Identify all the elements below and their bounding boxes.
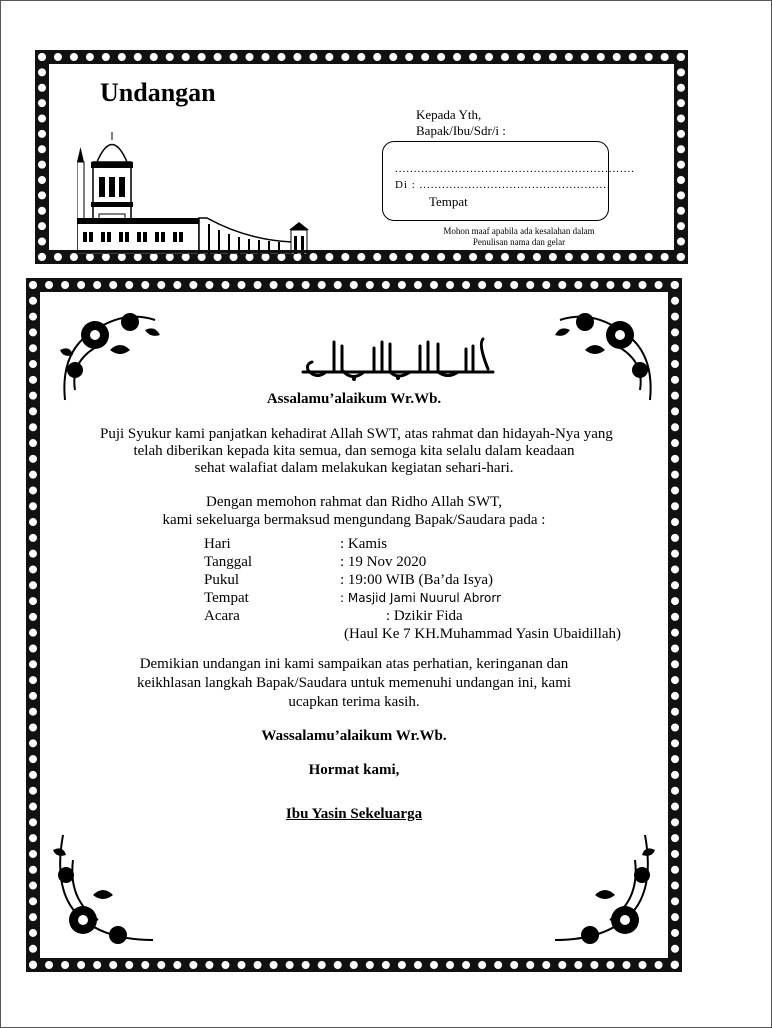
event-detail: (Haul Ke 7 KH.Muhammad Yasin Ubaidillah) bbox=[344, 626, 622, 642]
detail-value: : Dzikir Fida bbox=[386, 608, 463, 624]
opening-paragraph-line: telah diberikan kepada kita semua, dan semoga kita selalu dalam keadaan bbox=[133, 443, 575, 459]
detail-label: Hari bbox=[204, 536, 231, 552]
apology-note-line2: Penulisan nama dan gelar bbox=[472, 237, 566, 247]
floral-corner-ornament bbox=[48, 830, 158, 950]
mosque-illustration bbox=[77, 122, 317, 254]
bismillah-calligraphy bbox=[298, 334, 498, 389]
detail-row-day bbox=[204, 536, 387, 553]
closing-paragraph-line: keikhlasan langkah Bapak/Saudara untuk memenuhi undangan ini, kami bbox=[136, 675, 572, 691]
place-label: Tempat bbox=[429, 194, 468, 209]
closing-paragraph-line: Demikian undangan ini kami sampaikan atas perhatian, keringanan dan bbox=[139, 656, 569, 672]
apology-note-line1: Mohon maaf apabila ada kesalahan dalam bbox=[443, 226, 595, 236]
detail-label: Tempat bbox=[204, 590, 249, 606]
recipient-prefix: Bapak/Ibu/Sdr/i : bbox=[416, 123, 506, 138]
invitation-card bbox=[26, 278, 682, 972]
name-dotted-line: ................................................................ bbox=[395, 163, 635, 175]
detail-row-place bbox=[204, 590, 501, 607]
detail-value: : Kamis bbox=[340, 536, 388, 552]
detail-value: : 19 Nov 2020 bbox=[340, 554, 427, 570]
location-dotted-line: Di : ................................................... bbox=[395, 179, 611, 191]
detail-row-time bbox=[204, 572, 493, 589]
invitation-intro-line: Dengan memohon rahmat dan Ridho Allah SWT, bbox=[206, 494, 502, 510]
signature-name: Ibu Yasin Sekeluarga bbox=[285, 806, 423, 822]
envelope-card bbox=[35, 50, 688, 264]
closing-paragraph-line: ucapkan terima kasih. bbox=[288, 694, 420, 710]
opening-greeting: Assalamu’alaikum Wr.Wb. bbox=[266, 391, 442, 407]
invitation-intro-line: kami sekeluarga bermaksud mengundang Bapak/Saudara pada : bbox=[162, 512, 546, 528]
regards-text: Hormat kami, bbox=[308, 762, 400, 778]
signature-block bbox=[40, 806, 668, 823]
detail-label: Tanggal bbox=[204, 554, 253, 570]
detail-row-event bbox=[204, 608, 463, 625]
floral-corner-ornament bbox=[550, 830, 660, 950]
detail-value: : 19:00 WIB (Ba’da Isya) bbox=[340, 572, 494, 588]
closing-greeting: Wassalamu’alaikum Wr.Wb. bbox=[261, 728, 447, 744]
detail-label: Acara bbox=[204, 608, 240, 624]
detail-label: Pukul bbox=[204, 572, 240, 588]
recipient-label: Kepada Yth, bbox=[416, 107, 482, 122]
detail-value: : Masjid Jami Nuurul Abrorr bbox=[340, 591, 502, 605]
opening-paragraph-line: sehat walafiat dalam melakukan kegiatan sehari-hari. bbox=[194, 460, 514, 476]
bismillah-calligraphy-art bbox=[298, 334, 498, 384]
envelope-title: Undangan bbox=[100, 78, 216, 107]
opening-paragraph-line: Puji Syukur kami panjatkan kehadirat Allah SWT, atas rahmat dan hidayah-Nya yang bbox=[100, 426, 613, 442]
address-box bbox=[382, 141, 635, 221]
detail-row-date bbox=[204, 554, 426, 571]
